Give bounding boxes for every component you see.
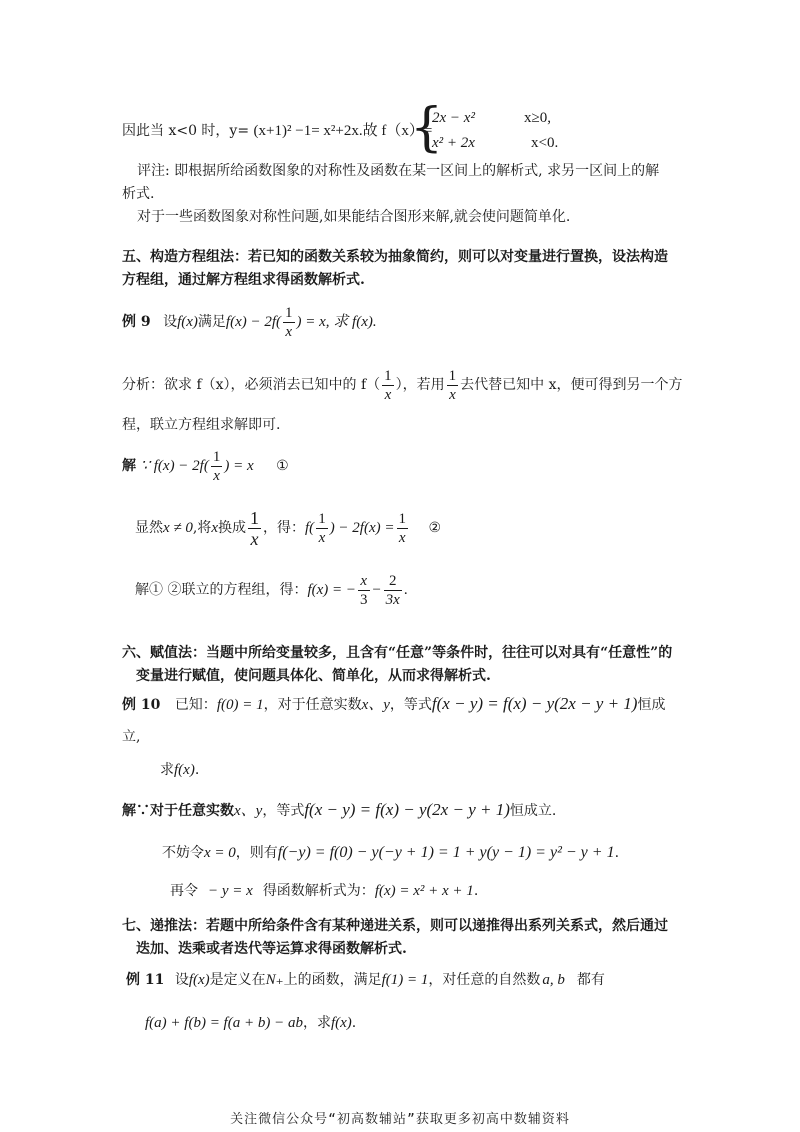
example9-eq-a: f(x) − 2f( [225, 314, 282, 330]
example9-eq-b: ) = x, 求 f(x). [296, 314, 377, 330]
frac-num: 1 [285, 304, 293, 321]
solution10-n: f(x) = x² + x + 1 [374, 883, 474, 899]
example9-fx: f(x) [177, 314, 198, 330]
example10-line1 [122, 694, 665, 715]
analysis-b: ），若用 [395, 377, 445, 393]
case1-cond: x≥0, [524, 110, 551, 126]
example10-line3 [160, 760, 199, 780]
solution9-c8: ) − 2f(x) = [329, 520, 395, 536]
example11-l: f(x) [330, 1015, 352, 1031]
section7-heading-line1: 七、递推法：若题中所给条件含有某种递进关系，则可以递推得出系列关系式，然后通过 [122, 918, 668, 934]
comment-line3: 对于一些函数图象对称性问题,如果能结合图形来解,就会使问题简单化. [137, 209, 571, 225]
solution9-f4 [358, 572, 370, 609]
solution10-b: x、y [234, 803, 263, 819]
piecewise-line [122, 121, 432, 141]
solution10-j: . [614, 845, 620, 861]
frac-den: x [213, 467, 220, 484]
example10-f: f(x − y) = f(x) − y(2x − y + 1) [431, 694, 638, 713]
solution10-l: − y = x [208, 883, 253, 899]
example11-a: 设 [174, 972, 189, 988]
section5-heading-line1: 五、构造方程组法：若已知的函数关系较为抽象简约，则可以对变量进行置换，设法构造 [122, 249, 668, 265]
example10-label: 例 10 [122, 697, 161, 713]
analysis-c: 去代替已知中 x，便可得到另一个方 [460, 377, 683, 393]
frac-num: 1 [398, 510, 406, 527]
example11-label: 例 11 [126, 972, 165, 988]
example10-g: 恒成 [637, 697, 666, 713]
section7-heading-line2: 迭加、迭乘或者迭代等运算求得函数解析式. [136, 941, 407, 957]
example10-line2: 立, [122, 729, 141, 745]
analysis-a: 分析：欲求 f（x），必须消去已知中的 f（ [122, 377, 381, 393]
frac-num: 1 [250, 507, 260, 528]
solution10-d: f(x − y) = f(x) − y(2x − y + 1) [304, 800, 510, 819]
section6-heading-line1: 六、赋值法：当题中所给变量较多，且含有“任意”等条件时，往往可以对具有“任意性”的 [122, 645, 673, 661]
solution9-d2: f(x) = − [307, 582, 357, 598]
comment-line2: 析式. [122, 186, 155, 202]
solution9-f1 [248, 508, 261, 549]
example11-m: . [351, 1015, 357, 1031]
solution9-c3: ,将 [192, 520, 212, 536]
solution10-o: . [473, 883, 479, 899]
footer-promo: 关注微信公众号“初高数辅站”获取更多初高中数辅资料 [230, 1112, 570, 1127]
solution9-label: 解 [122, 458, 136, 474]
solution10-line2 [162, 843, 619, 863]
example10-a: 已知： [174, 697, 217, 713]
solution9-c7: f( [305, 520, 315, 536]
solution10-e: 恒成立. [509, 803, 557, 819]
comment-line1: 评注: 即根据所给函数图象的对称性及函数在某一区间上的解析式, 求另一区间上的解 [137, 163, 660, 179]
solution9-c6: ，得： [263, 520, 306, 536]
solution9-line2 [135, 506, 441, 550]
solution9-d1: 解① ②联立的方程组，得： [135, 582, 308, 598]
example10-d: x、y [361, 697, 390, 713]
solution9-c5: 换成 [218, 520, 247, 536]
section6-heading-line2: 变量进行赋值，使问题具体化、简单化，从而求得解析式. [136, 668, 491, 684]
example11-line2 [145, 1013, 356, 1033]
analysis-line2: 程，联立方程组求解即可. [122, 417, 281, 433]
solution9-line3 [135, 568, 408, 612]
example11-c: 是定义在 [209, 972, 266, 988]
frac-num: 1 [318, 510, 326, 527]
solution10-m: 得函数解析式为： [262, 883, 375, 899]
example9 [122, 302, 377, 342]
solution9-c2: x ≠ 0 [163, 520, 193, 536]
solution10-i: f(−y) = f(0) − y(−y + 1) = 1 + y(y − 1) = y² − y + 1 [277, 844, 615, 861]
section5-heading-line2: 方程组，通过解方程组求得函数解析式. [122, 272, 365, 288]
example10-line3b: f(x) [174, 762, 195, 778]
example10-e: ，等式 [389, 697, 432, 713]
frac-den: x [318, 529, 326, 546]
solution10-line3 [170, 881, 478, 901]
solution10-a: 解∵对于任意实数 [122, 803, 234, 819]
example10-line3c: . [194, 762, 200, 778]
solution10-f: 不妨令 [162, 845, 204, 861]
circle-two: ② [428, 520, 442, 536]
frac-num: 1 [212, 448, 221, 465]
example11-h: a, b [542, 972, 565, 988]
analysis-frac2 [447, 367, 459, 404]
example9-label: 例 9 [122, 314, 151, 330]
solution9-a: ∵ f(x) − 2f( [140, 458, 209, 474]
example11-f: f(1) = 1 [381, 972, 429, 988]
case2-cond: x<0. [531, 135, 559, 151]
circle-one: ① [276, 458, 289, 474]
solution9-line1 [122, 446, 289, 486]
frac-den: 3 [360, 591, 368, 608]
analysis-line1 [122, 365, 683, 405]
solution9-f3 [397, 510, 409, 547]
solution9-c1: 显然 [135, 520, 163, 536]
example10-line3a: 求 [160, 762, 174, 778]
frac-den: x [449, 386, 456, 403]
solution9-f5 [384, 572, 402, 609]
example9-fraction [283, 304, 295, 341]
example11-j: f(a) + f(b) = f(a + b) − ab [145, 1015, 303, 1031]
analysis-frac1 [382, 367, 394, 404]
example11-b: f(x) [188, 972, 210, 988]
case1-expr: 2x − x² [432, 110, 475, 126]
example10-b: f(0) = 1 [216, 697, 264, 713]
example11-g: ，对任意的自然数 [428, 972, 541, 988]
case2-expr: x² + 2x [432, 135, 475, 151]
solution9-d4: . [403, 582, 408, 598]
solution9-d3: − [371, 582, 382, 598]
solution9-frac [211, 448, 223, 485]
frac-den: x [398, 529, 406, 546]
example11-k: ，求 [302, 1015, 331, 1031]
solution10-h: ，则有 [235, 845, 278, 861]
solution10-k: 再令 [170, 883, 198, 899]
frac-den: 3x [385, 591, 400, 608]
example11-line1 [126, 970, 605, 990]
piecewise-expr: (x+1)² −1= x²+2x.故 f（x）= [253, 123, 433, 139]
example11-d: N₊ [265, 972, 284, 988]
example10-c: ，对于任意实数 [263, 697, 362, 713]
solution10-line1 [122, 800, 556, 821]
piecewise-lead: 因此当 x<0 时，y= [122, 123, 254, 139]
solution10-g: x = 0 [204, 845, 236, 861]
example11-e: 上的函数，满足 [283, 972, 382, 988]
frac-num: 1 [448, 367, 457, 384]
solution9-b: ) = x [224, 458, 254, 474]
frac-num: x [358, 572, 370, 591]
example9-text-a: 设 [163, 314, 178, 330]
example11-i: 都有 [576, 972, 605, 988]
example9-text-b: 满足 [197, 314, 226, 330]
frac-num: 2 [384, 572, 402, 591]
solution9-c4: x [211, 520, 219, 536]
frac-den: x [285, 323, 293, 340]
frac-num: 1 [384, 367, 392, 384]
piecewise-brace: { [410, 98, 444, 158]
frac-den: x [384, 386, 392, 403]
frac-den: x [250, 528, 259, 549]
solution9-f2 [316, 510, 328, 547]
solution10-c: ，等式 [262, 803, 305, 819]
